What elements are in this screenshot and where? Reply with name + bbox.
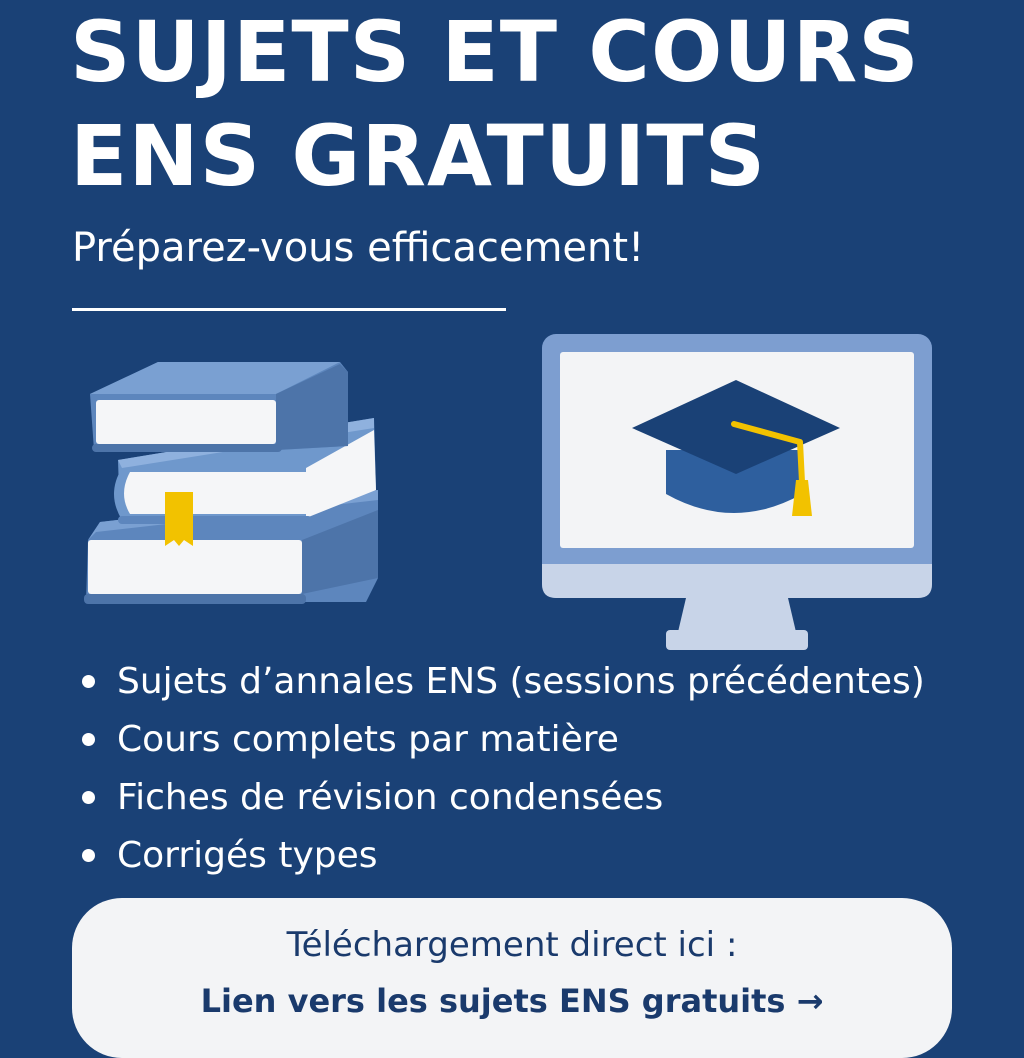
title-line-1: SUJETS ET COURS — [70, 3, 920, 101]
download-label: Téléchargement direct ici : — [286, 925, 738, 965]
title-line-2: ENS GRATUITS — [70, 107, 767, 205]
books-icon — [78, 350, 388, 615]
page-title — [70, 0, 1010, 208]
feature-text: Sujets d’annales ENS (sessions précédentes) — [117, 660, 925, 702]
feature-list — [82, 652, 925, 884]
download-card — [72, 898, 952, 1058]
feature-text: Fiches de révision condensées — [117, 776, 664, 818]
download-link[interactable]: Lien vers les sujets ENS gratuits → — [200, 982, 824, 1020]
title-divider — [72, 308, 506, 311]
book-top — [90, 362, 348, 452]
bullet-icon — [82, 849, 95, 862]
bullet-icon — [82, 733, 95, 746]
list-item — [82, 710, 925, 768]
bullet-icon — [82, 675, 95, 688]
bookmark-icon — [165, 492, 193, 546]
list-item — [82, 768, 925, 826]
page-subtitle: Préparez-vous efficacement! — [72, 225, 645, 271]
bullet-icon — [82, 791, 95, 804]
list-item — [82, 826, 925, 884]
feature-text: Corrigés types — [117, 834, 378, 876]
list-item — [82, 652, 925, 710]
feature-text: Cours complets par matière — [117, 718, 619, 760]
monitor-icon — [538, 332, 936, 654]
